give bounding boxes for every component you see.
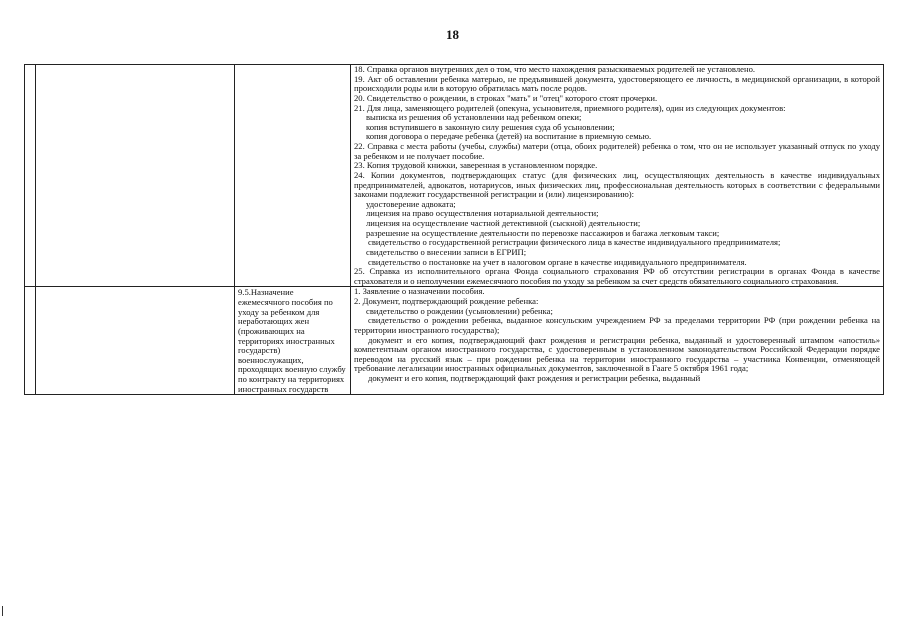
documents-cell [351,65,884,287]
service-name [238,65,347,66]
document-item: свидетельство о государственной регистрации физического лица в качестве индивидуального предпринимателя; [368,237,781,248]
document-item: лицензия на право осуществления нотариальной деятельности; [366,208,599,219]
document-item: 2. Документ, подтверждающий рождение ребенка: [354,296,539,306]
document-item: свидетельство о рождении ребенка, выданное консульским учреждением РФ за пределами территории РФ (при рождении ребенка на территории иностранного государства); [354,315,880,335]
document-item: 25. Справка из исполнительного органа Фонда социального страхования РФ об отсутствии регистрации в органах Фонда в качестве страхователя и о неполучении ежемесячного пособия по уходу за ребенком за счет средств обязательного социального страхования. [354,266,880,286]
document-item: лицензия на осуществление частной детективной (сыскной) деятельности; [366,218,641,228]
document-item: свидетельство о рождении (усыновлении) ребенка; [366,305,553,316]
document-item: документ и его копия, подтверждающий факт рождения и регистрации ребенка, выданный и удостоверенный штампом «апостиль» компетентным органом иностранного государства, с удостоверенным в установленном законодательством Российской Федерации порядке переводом на русский язык – при рождении ребенка на территории иностранного государства – участника Конвенции, отменяющей требование легализации иностранных официальных документов, заключенной в Гааге 5 октября 1961 года; [354,334,880,374]
document-item: копия договора о передаче ребенка (детей) на воспитание в приемную семью. [366,131,652,142]
service-name-cell [235,287,351,395]
document-item: документ и его копия, подтверждающий факт рождения и регистрации ребенка, выданный [368,373,701,383]
service-name: 9.5.Назначение ежемесячного пособия по уходу за ребенком для неработающих жен (проживающих на территориях иностранных государств) военнослужащих, проходящих военную службу по контракту на территориях иностранных государств [238,287,346,394]
document-item: свидетельство о внесении записи в ЕГРИП; [366,246,527,257]
document-item: 19. Акт об оставлении ребенка матерью, не предъявившей документа, удостоверяющего ее личность, в медицинской организации, в которой происходили роды или в которую обратилась мать после родов. [354,73,880,94]
document-item: 18. Справка органов внутренних дел о том, что место нахождения разыскиваемых родителей не установлено. [354,64,756,74]
document-item: 21. Для лица, заменяющего родителей (опекуна, усыновителя, приемного родителя), один из следующих документов: [354,102,786,113]
document-item: разрешение на осуществление деятельности по перевозке пассажиров и багажа легковым такси; [366,227,720,238]
document-item: копия вступившего в законную силу решения суда об усыновлении; [366,121,615,132]
documents-cell [351,287,884,395]
services-table [24,64,884,395]
document-item: выписка из решения об установлении над ребенком опеки; [366,112,582,123]
empty-cell [36,65,235,287]
document-item: 20. Свидетельство о рождении, в строках "мать" и "отец" которого стоят прочерки. [354,92,658,103]
table-row [25,287,884,395]
document-item: свидетельство о постановке на учет в налоговом органе в качестве индивидуального предпринимателя. [368,256,747,267]
document-item: 23. Копия трудовой книжки, заверенная в установленном порядке. [354,160,598,171]
service-name-cell [235,65,351,287]
empty-cell [25,65,36,287]
document-item: 22. Справка с места работы (учебы, службы) матери (отца, обоих родителей) ребенка о том, что он не использует указанный отпуск по уходу за ребенком и не получает пособие. [354,141,880,161]
empty-cell [25,287,36,395]
empty-cell [36,287,235,395]
document-item: удостоверение адвоката; [366,198,456,209]
table-row [25,65,884,287]
document-item: 1. Заявление о назначении пособия. [354,286,485,297]
margin-mark [2,606,3,616]
page-number: 18 [446,27,459,42]
document-item: 24. Копии документов, подтверждающих статус (для физических лиц, осуществляющих деятельность в качестве индивидуальных предпринимателей, адвокатов, нотариусов, иных физических лиц, профессиональная деятельность которых в соответствии с федеральными законами подлежит государственной регистрации и (или) лицензированию): [354,169,880,200]
